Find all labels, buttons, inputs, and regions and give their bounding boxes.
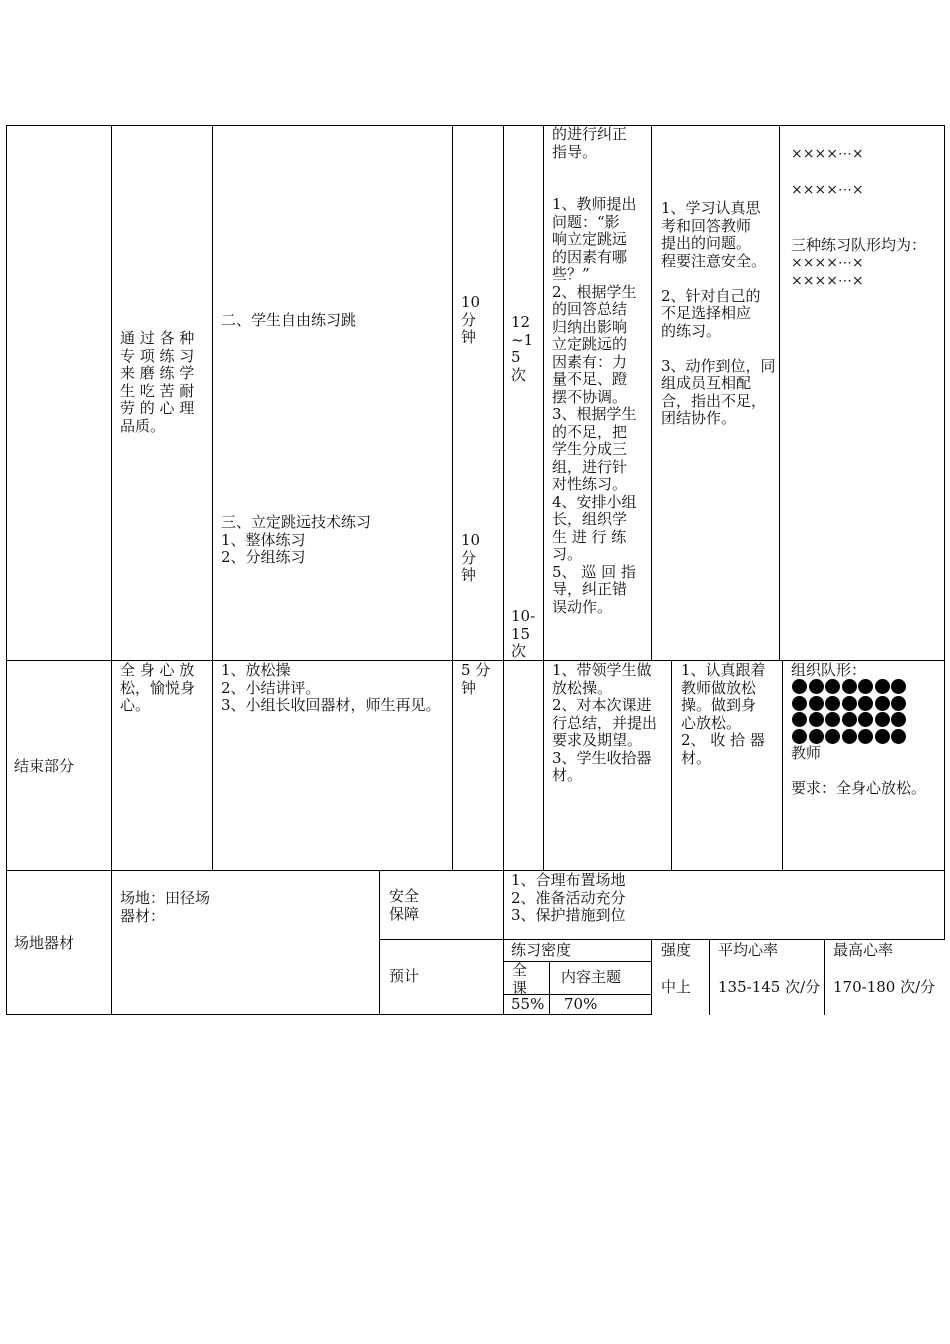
max-heart-rate-value: 170-180 次/分	[833, 978, 936, 996]
formation-student-dot	[842, 696, 857, 711]
ending-content-text: 1、放松操 2、小结讲评。 3、小组长收回器材，师生再见。	[221, 661, 441, 714]
formation-student-dot	[825, 729, 840, 744]
max-heart-rate-label: 最高心率	[833, 941, 894, 959]
formation-student-dot	[858, 712, 873, 727]
reps-free-jump: 12 ~1 5 次	[511, 313, 534, 384]
formation-student-dot	[809, 696, 824, 711]
whole-class-density-value: 55%	[511, 995, 545, 1013]
formation-student-dot	[809, 712, 824, 727]
formation-student-dot	[809, 679, 824, 694]
formation-row-3: ××××⋯×	[791, 255, 864, 271]
ending-formation-title: 组织队形：	[791, 661, 867, 679]
formation-student-dot	[875, 679, 890, 694]
density-label: 练习密度	[511, 941, 572, 959]
formation-row-4: ××××⋯×	[791, 273, 864, 289]
formation-note: 三种练习队形均为：	[791, 236, 927, 254]
ending-time: 5 分 钟	[461, 661, 491, 697]
formation-student-dot	[792, 712, 807, 727]
formation-student-dot	[858, 729, 873, 744]
teacher-activity-text: 的进行纠正 指导。 1、教师提出 问题：“影 响立定跳远 的因素有哪 些？” 2、根据学生 的回答总结 归纳出影响 立定跳远的 因素有：力 量不足、蹬 摆不协调。 3、根据学生 的不足，把 学生分成三 组，进行针 对性练习。 4、安排小组 长，组织学 生 进 行 练 习。 5、 巡 回 指 导，纠正错 误动作。	[552, 125, 637, 616]
main-content-label: 内容主题	[561, 968, 622, 986]
venue-section-label: 场地器材	[14, 934, 75, 952]
formation-student-dot	[875, 696, 890, 711]
whole-class-label: 全 课	[512, 961, 528, 997]
formation-student-dot	[858, 696, 873, 711]
formation-student-dot	[842, 712, 857, 727]
formation-student-dot	[875, 712, 890, 727]
formation-student-dot	[825, 696, 840, 711]
safety-measures-text: 1、合理布置场地 2、准备活动充分 3、保护措施到位	[511, 871, 626, 924]
student-activity-text: 1、学习认真思 考和回答教师 提出的问题。 程要注意安全。 2、针对自己的 不足选择相应 的练习。 3、动作到位，同 组成员互相配 合，指出不足， 团结协作。	[661, 199, 776, 427]
main-content-density-value: 70%	[564, 995, 598, 1013]
formation-student-dot	[825, 679, 840, 694]
average-heart-rate-value: 135-145 次/分	[718, 978, 821, 996]
time-technique: 10 分 钟	[461, 531, 481, 584]
formation-student-dot	[792, 729, 807, 744]
ending-formation-requirement: 要求：全身心放松。	[791, 779, 927, 797]
content-free-jump: 二、学生自由练习跳	[221, 311, 357, 329]
formation-student-dot	[891, 729, 906, 744]
forecast-label: 预计	[389, 967, 420, 985]
ending-formation-teacher: 教师	[791, 744, 822, 762]
formation-student-dot	[825, 712, 840, 727]
formation-student-dot	[891, 712, 906, 727]
ending-student-text: 1、认真跟着 教师做放松 操。做到身 心放松。 2、 收 拾 器 材。	[681, 661, 766, 767]
reps-technique: 10- 15 次	[511, 607, 536, 660]
formation-row-2: ××××⋯×	[791, 182, 864, 198]
ending-teacher-text: 1、带领学生做 放松操。 2、对本次课进 行总结，并提出 要求及期望。 3、学生收拾器 材。	[552, 661, 658, 784]
content-technique-practice: 三、立定跳远技术练习 1、整体练习 2、分组练习	[221, 513, 372, 566]
formation-student-dot	[858, 679, 873, 694]
intensity-value: 中上	[661, 978, 692, 996]
formation-student-dot	[875, 729, 890, 744]
intensity-label: 强度	[661, 941, 692, 959]
formation-student-dot	[891, 679, 906, 694]
formation-student-dot	[842, 729, 857, 744]
formation-student-dot	[842, 679, 857, 694]
formation-student-dot	[891, 696, 906, 711]
section-goal-text: 通 过 各 种 专 项 练 习 来 磨 练 学 生 吃 苦 耐 劳 的 心 理 品质。	[120, 329, 195, 435]
venue-equipment-text: 场地：田径场 器材：	[120, 889, 211, 925]
formation-student-dot	[809, 729, 824, 744]
formation-student-dot	[792, 679, 807, 694]
ending-section-label: 结束部分	[14, 757, 75, 775]
ending-goal-text: 全 身 心 放 松，愉悦身 心。	[120, 661, 196, 714]
formation-row-1: ××××⋯×	[791, 146, 864, 162]
average-heart-rate-label: 平均心率	[718, 941, 779, 959]
safety-label: 安全 保障	[389, 887, 420, 923]
formation-student-dot	[792, 696, 807, 711]
time-free-jump: 10 分 钟	[461, 293, 481, 346]
